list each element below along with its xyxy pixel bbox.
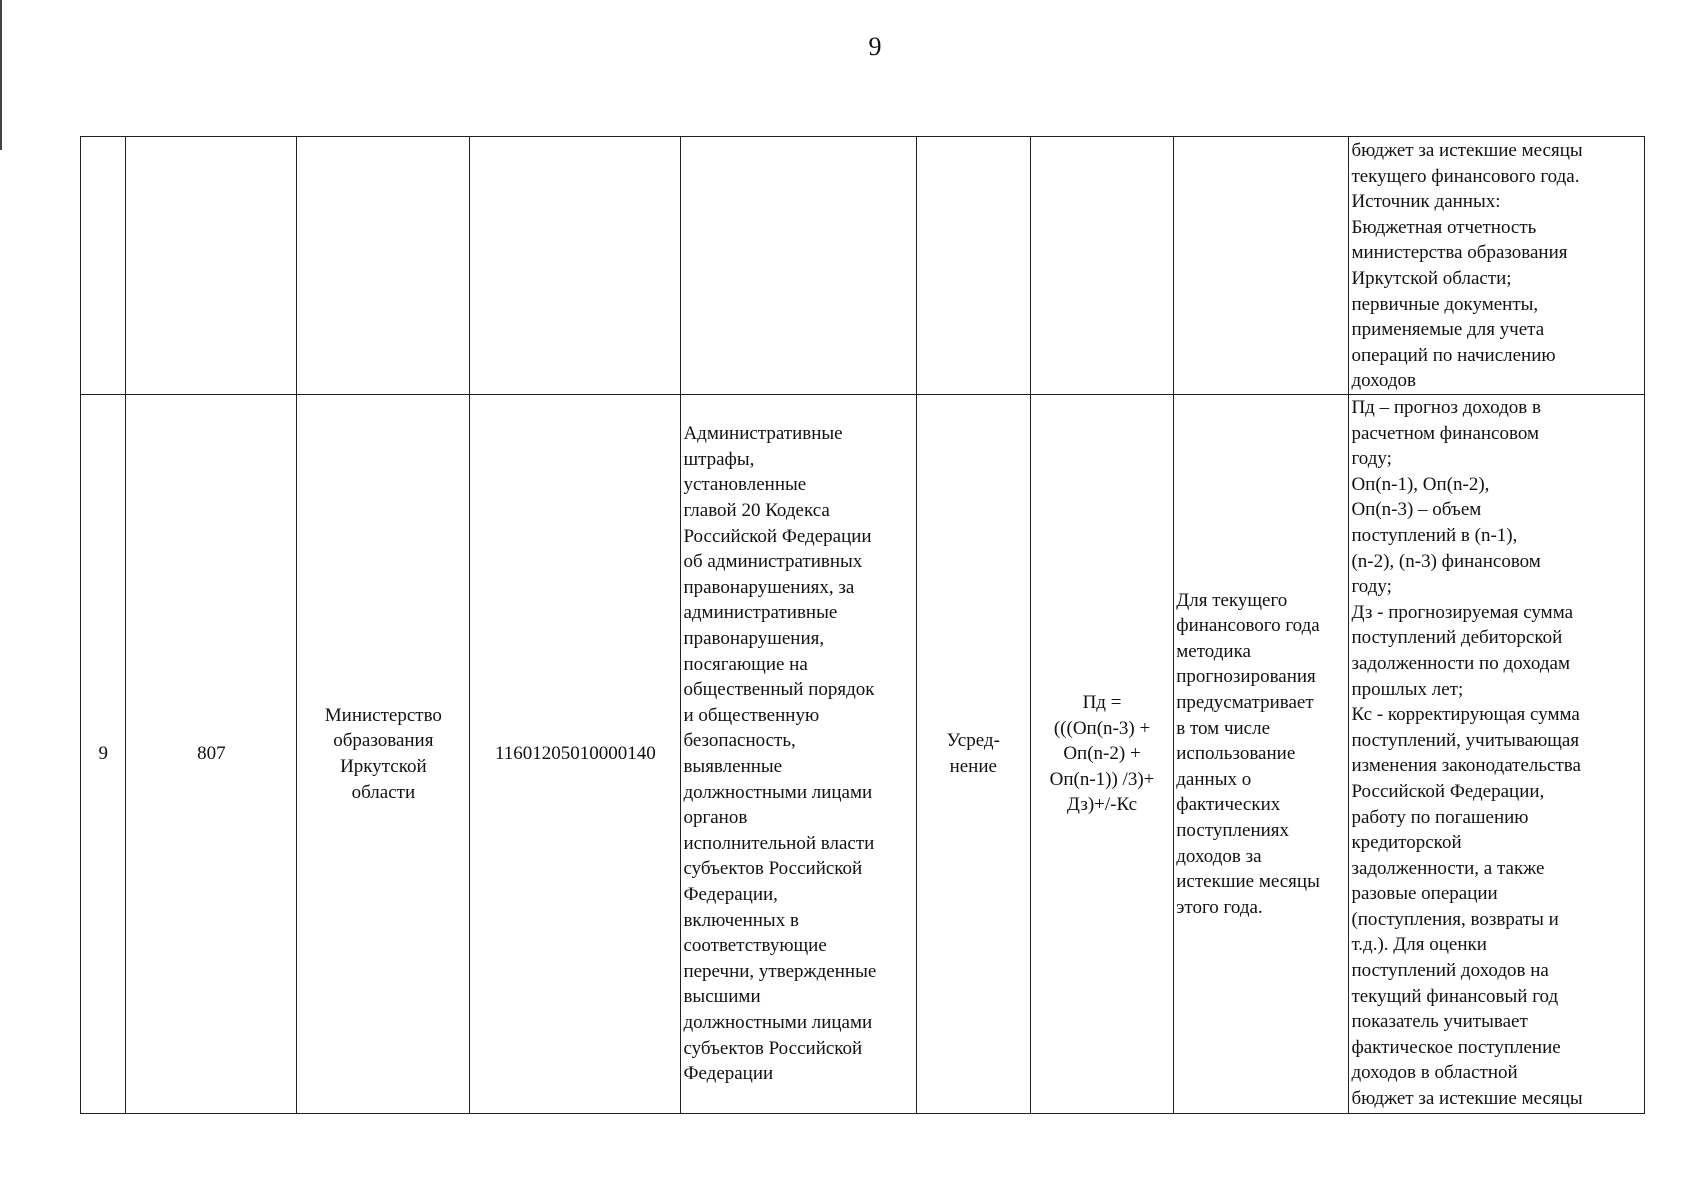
cell-number xyxy=(81,137,126,395)
revenue-forecast-table xyxy=(80,136,1645,1114)
table-row-continuation xyxy=(81,137,1645,395)
cell-administrator xyxy=(297,137,470,395)
cell-income-name xyxy=(681,137,916,395)
cell-algorithm: бюджет за истекшие месяцы текущего финансового года. Источник данных: Бюджетная отчетность министерства образования Иркутской области; первичные документы, применяемые для учета операций по начислению доходов xyxy=(1349,137,1645,395)
cell-description xyxy=(1174,395,1349,1114)
cell-admin-code xyxy=(126,137,297,395)
page-number: 9 xyxy=(868,32,882,61)
description-text: Для текущего финансового года методика прогнозирования предусматривает в том числе использование данных о фактических поступлениях доходов за истекшие месяцы этого года. xyxy=(1176,589,1320,918)
scan-edge-line xyxy=(0,0,2,150)
cell-administrator xyxy=(297,395,470,1114)
cell-admin-code: 807 xyxy=(126,395,297,1114)
table-row xyxy=(81,395,1645,1114)
cell-kbk: 11601205010000140 xyxy=(470,395,681,1114)
formula-text: Пд = (((Оп(n-3) + Оп(n-2) + Оп(n-1)) /3)+ Дз)+/-Кс xyxy=(1049,692,1155,816)
method-text: Усред- нение xyxy=(946,730,1000,777)
cell-income-name: Административные штрафы, установленные главой 20 Кодекса Российской Федерации об административных правонарушениях, за административные правонарушения, посягающие на общественный порядок и общественную безопасность, выявленные должностными лицами органов исполнительной власти субъектов Российской Федерации, включенных в соответствующие перечни, утвержденные высшими должностными лицами субъектов Российской Федерации xyxy=(681,395,916,1114)
cell-number: 9 xyxy=(81,395,126,1114)
cell-method xyxy=(916,137,1030,395)
administrator-text: Министерство образования Иркутской области xyxy=(324,704,442,803)
cell-algorithm: Пд – прогноз доходов в расчетном финансовом году; Оп(n-1), Оп(n-2), Оп(n-3) – объем поступлений в (n-1), (n-2), (n-3) финансовом году; Дз - прогнозируемая сумма поступлений дебиторской задолженности по доходам прошлых лет; Кс - корректирующая сумма поступлений, учитывающая изменения законодательства Российской Федерации, работу по погашению кредиторской задолженности, а также разовые операции (поступления, возвраты и т.д.). Для оценки поступлений доходов на текущий финансовый год показатель учитывает фактическое поступление доходов в областной бюджет за истекшие месяцы xyxy=(1349,395,1645,1114)
cell-formula xyxy=(1030,395,1174,1114)
cell-method xyxy=(916,395,1030,1114)
cell-kbk xyxy=(470,137,681,395)
cell-formula xyxy=(1030,137,1174,395)
cell-description xyxy=(1174,137,1349,395)
